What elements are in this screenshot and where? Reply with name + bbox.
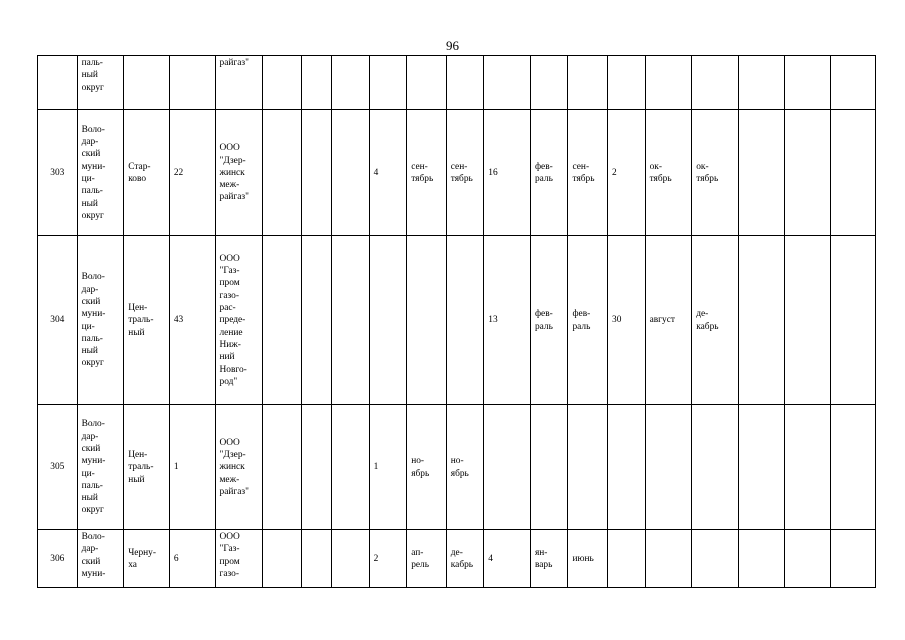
cell-qty-2: 13 bbox=[484, 236, 531, 405]
cell-end-month-3 bbox=[692, 405, 739, 530]
cell-qty-3 bbox=[608, 405, 646, 530]
cell-count: 6 bbox=[169, 530, 215, 588]
cell-col-18 bbox=[738, 530, 784, 588]
cell-end-month-2: сен- тябрь bbox=[568, 110, 608, 236]
cell-settlement bbox=[124, 56, 170, 110]
cell-qty-1: 2 bbox=[369, 530, 407, 588]
table-row bbox=[38, 530, 876, 588]
cell-end-month-2 bbox=[568, 405, 608, 530]
cell-count bbox=[169, 56, 215, 110]
cell-row-number bbox=[38, 56, 78, 110]
cell-col-8 bbox=[332, 110, 370, 236]
cell-end-month-3: де- кабрь bbox=[692, 236, 739, 405]
cell-count: 43 bbox=[169, 236, 215, 405]
cell-end-month-2: фев- раль bbox=[568, 236, 608, 405]
cell-qty-3 bbox=[608, 530, 646, 588]
cell-col-20 bbox=[831, 110, 876, 236]
cell-col-19 bbox=[784, 56, 831, 110]
cell-qty-3: 2 bbox=[608, 110, 646, 236]
cell-row-number: 305 bbox=[38, 405, 78, 530]
cell-col-19 bbox=[784, 236, 831, 405]
cell-col-6 bbox=[263, 530, 302, 588]
table-row bbox=[38, 236, 876, 405]
cell-col-20 bbox=[831, 236, 876, 405]
cell-start-month-2: ян- варь bbox=[530, 530, 568, 588]
cell-start-month-1: но- ябрь bbox=[407, 405, 447, 530]
cell-col-7 bbox=[301, 405, 331, 530]
cell-col-6 bbox=[263, 236, 302, 405]
cell-end-month-1: де- кабрь bbox=[446, 530, 484, 588]
cell-settlement: Цен- траль- ный bbox=[124, 405, 170, 530]
cell-start-month-2 bbox=[530, 405, 568, 530]
cell-qty-2 bbox=[484, 56, 531, 110]
cell-col-8 bbox=[332, 530, 370, 588]
cell-col-20 bbox=[831, 405, 876, 530]
cell-end-month-3 bbox=[692, 56, 739, 110]
cell-col-7 bbox=[301, 56, 331, 110]
cell-start-month-3 bbox=[645, 530, 692, 588]
cell-start-month-2: фев- раль bbox=[530, 236, 568, 405]
cell-end-month-2: июнь bbox=[568, 530, 608, 588]
cell-col-20 bbox=[831, 530, 876, 588]
cell-qty-3: 30 bbox=[608, 236, 646, 405]
cell-district: паль- ный округ bbox=[77, 56, 124, 110]
cell-settlement: Стар- ково bbox=[124, 110, 170, 236]
cell-qty-1: 1 bbox=[369, 405, 407, 530]
cell-qty-1 bbox=[369, 236, 407, 405]
cell-organization: ООО "Дзер- жинск меж- райгаз" bbox=[215, 110, 263, 236]
cell-col-18 bbox=[738, 236, 784, 405]
cell-qty-1 bbox=[369, 56, 407, 110]
cell-start-month-1: сен- тябрь bbox=[407, 110, 447, 236]
cell-qty-2 bbox=[484, 405, 531, 530]
cell-col-8 bbox=[332, 236, 370, 405]
cell-end-month-1: но- ябрь bbox=[446, 405, 484, 530]
table-row bbox=[38, 110, 876, 236]
cell-start-month-2: фев- раль bbox=[530, 110, 568, 236]
cell-col-6 bbox=[263, 56, 302, 110]
cell-start-month-3 bbox=[645, 405, 692, 530]
cell-start-month-1: ап- рель bbox=[407, 530, 447, 588]
cell-row-number: 306 bbox=[38, 530, 78, 588]
cell-start-month-3: ок- тябрь bbox=[645, 110, 692, 236]
table-row bbox=[38, 405, 876, 530]
cell-count: 1 bbox=[169, 405, 215, 530]
cell-count: 22 bbox=[169, 110, 215, 236]
cell-end-month-3 bbox=[692, 530, 739, 588]
cell-start-month-2 bbox=[530, 56, 568, 110]
cell-qty-1: 4 bbox=[369, 110, 407, 236]
cell-end-month-1: сен- тябрь bbox=[446, 110, 484, 236]
cell-col-7 bbox=[301, 110, 331, 236]
data-table bbox=[37, 55, 876, 588]
cell-col-6 bbox=[263, 110, 302, 236]
cell-organization: райгаз" bbox=[215, 56, 263, 110]
cell-district: Воло- дар- ский муни- bbox=[77, 530, 124, 588]
cell-start-month-3: август bbox=[645, 236, 692, 405]
cell-col-6 bbox=[263, 405, 302, 530]
cell-qty-2: 16 bbox=[484, 110, 531, 236]
cell-col-19 bbox=[784, 110, 831, 236]
cell-organization: ООО "Газ- пром газо- bbox=[215, 530, 263, 588]
cell-qty-3 bbox=[608, 56, 646, 110]
cell-organization: ООО "Дзер- жинск меж- райгаз" bbox=[215, 405, 263, 530]
cell-col-18 bbox=[738, 110, 784, 236]
cell-col-19 bbox=[784, 530, 831, 588]
cell-organization: ООО "Газ- пром газо- рас- преде- ление Ниж- ний Новго- род" bbox=[215, 236, 263, 405]
cell-col-19 bbox=[784, 405, 831, 530]
cell-col-7 bbox=[301, 530, 331, 588]
cell-district: Воло- дар- ский муни- ци- паль- ный округ bbox=[77, 236, 124, 405]
table-row bbox=[38, 56, 876, 110]
cell-col-8 bbox=[332, 56, 370, 110]
cell-row-number: 303 bbox=[38, 110, 78, 236]
cell-settlement: Цен- траль- ный bbox=[124, 236, 170, 405]
cell-col-20 bbox=[831, 56, 876, 110]
cell-col-18 bbox=[738, 56, 784, 110]
page-number: 96 bbox=[446, 38, 459, 53]
cell-end-month-3: ок- тябрь bbox=[692, 110, 739, 236]
cell-start-month-1 bbox=[407, 56, 447, 110]
cell-settlement: Черну- ха bbox=[124, 530, 170, 588]
cell-district: Воло- дар- ский муни- ци- паль- ный округ bbox=[77, 110, 124, 236]
cell-end-month-2 bbox=[568, 56, 608, 110]
cell-col-8 bbox=[332, 405, 370, 530]
cell-qty-2: 4 bbox=[484, 530, 531, 588]
cell-col-7 bbox=[301, 236, 331, 405]
cell-row-number: 304 bbox=[38, 236, 78, 405]
cell-col-18 bbox=[738, 405, 784, 530]
cell-district: Воло- дар- ский муни- ци- паль- ный округ bbox=[77, 405, 124, 530]
cell-start-month-1 bbox=[407, 236, 447, 405]
cell-start-month-3 bbox=[645, 56, 692, 110]
cell-end-month-1 bbox=[446, 56, 484, 110]
cell-end-month-1 bbox=[446, 236, 484, 405]
